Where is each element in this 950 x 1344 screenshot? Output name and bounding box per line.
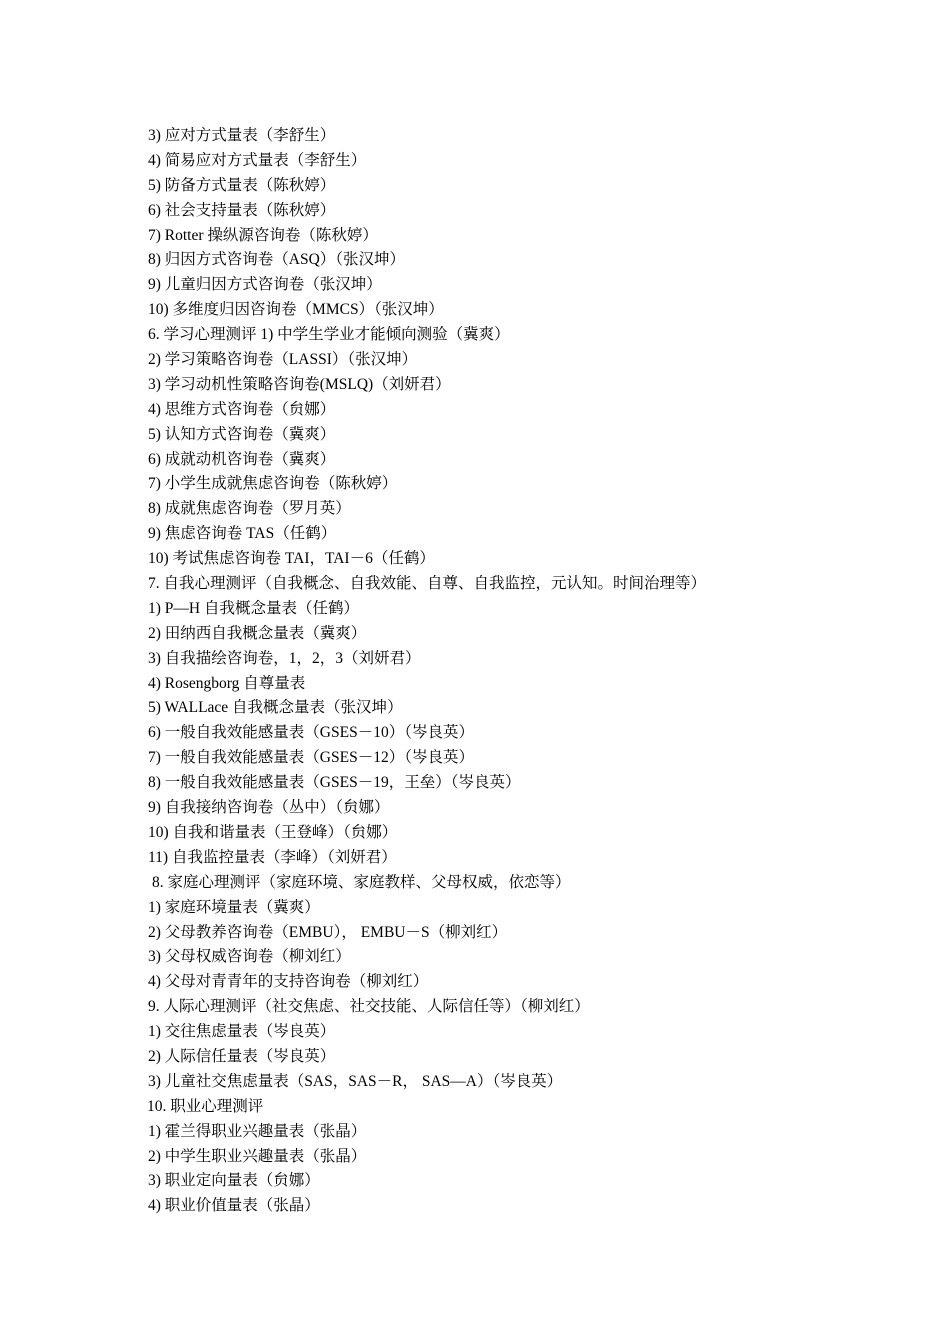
list-item: 3) 学习动机性策略咨询卷(MSLQ)（刘妍君） (148, 375, 451, 393)
list-item: 7) 小学生成就焦虑咨询卷（陈秋婷） (148, 475, 398, 493)
list-item: 4) 简易应对方式量表（李舒生） (148, 151, 367, 169)
list-item: 8) 成就焦虑咨询卷（罗月英） (148, 500, 351, 518)
section-heading: 10. 职业心理测评 (147, 1097, 264, 1115)
list-item: 4) Rosengborg 自尊量表 (148, 674, 306, 692)
list-item: 3) 父母权威咨询卷（柳刘红） (148, 948, 351, 966)
list-item: 8) 归因方式咨询卷（ASQ）（张汉坤） (148, 251, 406, 269)
list-item: 1) P—H 自我概念量表（任鹤） (148, 599, 359, 617)
list-item: 4) 职业价值量表（张晶） (148, 1197, 320, 1215)
list-item: 8) 一般自我效能感量表（GSES－19，王垒）（岑良英） (148, 774, 521, 792)
list-item: 6) 社会支持量表（陈秋婷） (148, 201, 336, 219)
list-item: 5) WALLace 自我概念量表（张汉坤） (148, 699, 403, 717)
list-item: 9) 儿童归因方式咨询卷（张汉坤） (148, 276, 382, 294)
list-item: 5) 防备方式量表（陈秋婷） (148, 176, 336, 194)
list-item: 1) 家庭环境量表（冀爽） (148, 898, 320, 916)
list-item: 5) 认知方式咨询卷（冀爽） (148, 425, 336, 443)
list-item: 1) 交往焦虑量表（岑良英） (148, 1023, 336, 1041)
section-heading: 8. 家庭心理测评（家庭环境、家庭教样、父母权威，依恋等） (152, 873, 571, 891)
list-item: 1) 霍兰得职业兴趣量表（张晶） (148, 1122, 367, 1140)
list-item: 6) 一般自我效能感量表（GSES－10）（岑良英） (148, 724, 474, 742)
list-item: 2) 父母教养咨询卷（EMBU）， EMBU－S（柳刘红） (148, 923, 508, 941)
list-item: 4) 思维方式咨询卷（贠娜） (148, 400, 336, 418)
list-item: 6) 成就动机咨询卷（冀爽） (148, 450, 336, 468)
list-item: 9) 焦虑咨询卷 TAS（任鹤） (148, 525, 337, 543)
section-heading: 7. 自我心理测评（自我概念、自我效能、自尊、自我监控，元认知。时间治理等） (148, 575, 707, 593)
list-item: 11) 自我监控量表（李峰）（刘妍君） (148, 848, 397, 866)
list-item: 3) 自我描绘咨询卷，1，2，3（刘妍君） (148, 649, 421, 667)
list-item: 2) 人际信任量表（岑良英） (148, 1047, 336, 1065)
list-item: 3) 应对方式量表（李舒生） (148, 127, 336, 144)
list-item: 2) 中学生职业兴趣量表（张晶） (148, 1147, 367, 1165)
list-item: 3) 职业定向量表（贠娜） (148, 1172, 320, 1190)
list-item: 10) 多维度归因咨询卷（MMCS）（张汉坤） (148, 301, 444, 319)
section-heading: 6. 学习心理测评 1) 中学生学业才能倾向测验（冀爽） (148, 326, 510, 344)
list-item: 3) 儿童社交焦虑量表（SAS，SAS－R， SAS—A）（岑良英） (148, 1072, 563, 1090)
list-item: 2) 田纳西自我概念量表（冀爽） (148, 624, 367, 642)
list-item: 4) 父母对青青年的支持咨询卷（柳刘红） (148, 973, 429, 991)
section-heading: 9. 人际心理测评（社交焦虑、社交技能、人际信任等）（柳刘红） (148, 998, 590, 1016)
list-item: 10) 自我和谐量表（王登峰）（贠娜） (148, 823, 398, 841)
list-item: 9) 自我接纳咨询卷（丛中）（贠娜） (148, 799, 390, 817)
document-body (148, 124, 908, 1219)
list-item: 10) 考试焦虑咨询卷 TAI，TAI－6（任鹤） (148, 550, 435, 568)
list-item: 7) Rotter 操纵源咨询卷（陈秋婷） (148, 226, 378, 244)
list-item: 2) 学习策略咨询卷（LASSI）（张汉坤） (148, 351, 418, 369)
list-item: 7) 一般自我效能感量表（GSES－12）（岑良英） (148, 749, 474, 767)
